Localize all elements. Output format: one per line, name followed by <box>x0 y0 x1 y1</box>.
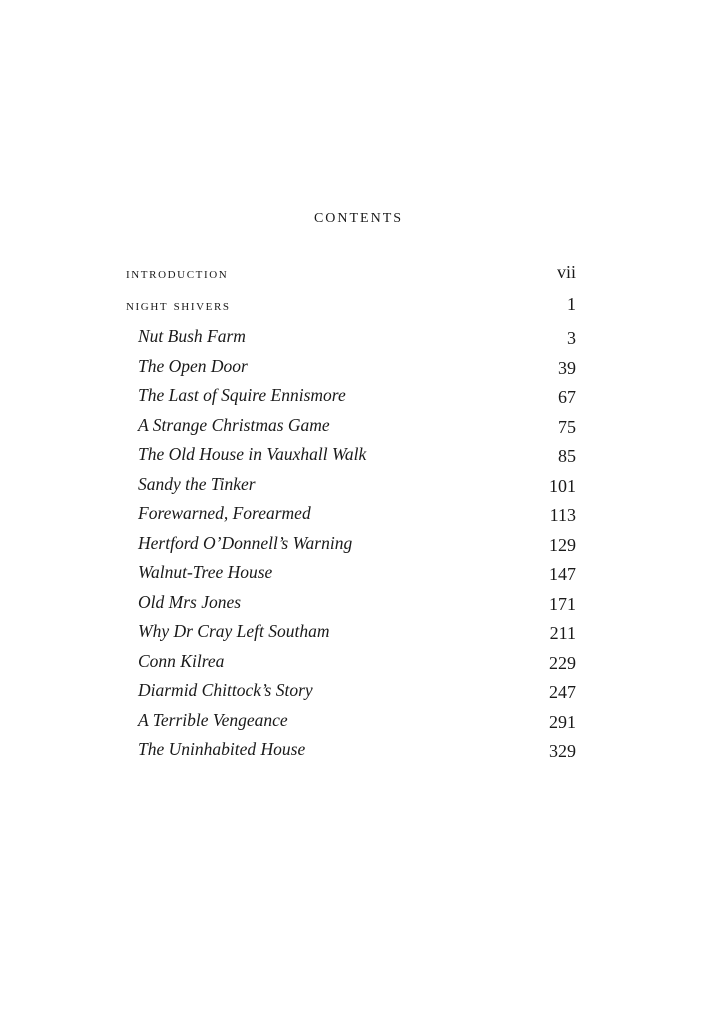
toc-story-entry <box>126 680 576 710</box>
toc-story-entry <box>126 739 576 769</box>
toc-story-title: Old Mrs Jones <box>138 591 242 612</box>
toc-story-entry <box>126 385 576 415</box>
toc-entry-introduction <box>126 262 576 294</box>
toc-story-entry <box>126 356 576 386</box>
toc-entry-page: 1 <box>567 294 576 314</box>
toc-story-title: Diarmid Chittock’s Story <box>138 680 313 700</box>
toc-story-entry <box>126 562 576 592</box>
toc-story-entry <box>126 710 576 740</box>
toc-story-title: Forewarned, Forearmed <box>138 503 311 523</box>
toc-story-page: 39 <box>558 357 576 378</box>
toc-story-title: A Terrible Vengeance <box>138 709 288 730</box>
toc-entry-night-shivers <box>126 294 576 326</box>
toc-entry-title: night shivers <box>126 298 231 314</box>
toc-story-title: Hertford O’Donnell’s Warning <box>138 532 353 553</box>
toc-story-title: The Uninhabited House <box>138 739 306 759</box>
toc-story-page: 67 <box>558 387 576 407</box>
toc-story-page: 113 <box>549 505 576 525</box>
toc-story-page: 85 <box>558 446 576 466</box>
toc-story-page: 229 <box>549 652 576 673</box>
toc-story-title: The Last of Squire Ennismore <box>138 385 346 405</box>
toc-entry-title: introduction <box>126 266 229 282</box>
toc-story-page: 75 <box>558 416 576 437</box>
toc-story-title: Why Dr Cray Left Southam <box>138 621 330 641</box>
toc-story-page: 247 <box>549 682 576 702</box>
toc-story-entry <box>126 592 576 622</box>
toc-story-page: 211 <box>549 623 576 643</box>
toc-story-entry <box>126 444 576 474</box>
toc-story-title: The Open Door <box>138 355 248 376</box>
toc-story-entry <box>126 503 576 533</box>
toc-story-page: 147 <box>549 564 576 584</box>
toc-story-title: The Old House in Vauxhall Walk <box>138 444 367 464</box>
table-of-contents <box>126 262 576 769</box>
toc-story-page: 171 <box>549 593 576 614</box>
toc-story-entry <box>126 621 576 651</box>
toc-story-title: Walnut-Tree House <box>138 562 273 582</box>
toc-story-title: Nut Bush Farm <box>138 326 246 346</box>
toc-story-page: 3 <box>567 328 576 348</box>
toc-story-entry <box>126 533 576 563</box>
toc-story-page: 101 <box>549 475 576 496</box>
toc-story-page: 129 <box>549 534 576 555</box>
toc-story-page: 291 <box>549 711 576 732</box>
contents-heading: contents <box>313 205 404 227</box>
toc-story-title: Conn Kilrea <box>138 650 225 671</box>
toc-story-page: 329 <box>549 741 576 761</box>
toc-story-entry <box>126 415 576 445</box>
toc-story-entry <box>126 474 576 504</box>
toc-story-entry <box>126 326 576 356</box>
toc-story-entry <box>126 651 576 681</box>
toc-story-title: Sandy the Tinker <box>138 473 256 494</box>
toc-story-title: A Strange Christmas Game <box>138 414 330 435</box>
toc-entry-page: vii <box>556 262 576 282</box>
